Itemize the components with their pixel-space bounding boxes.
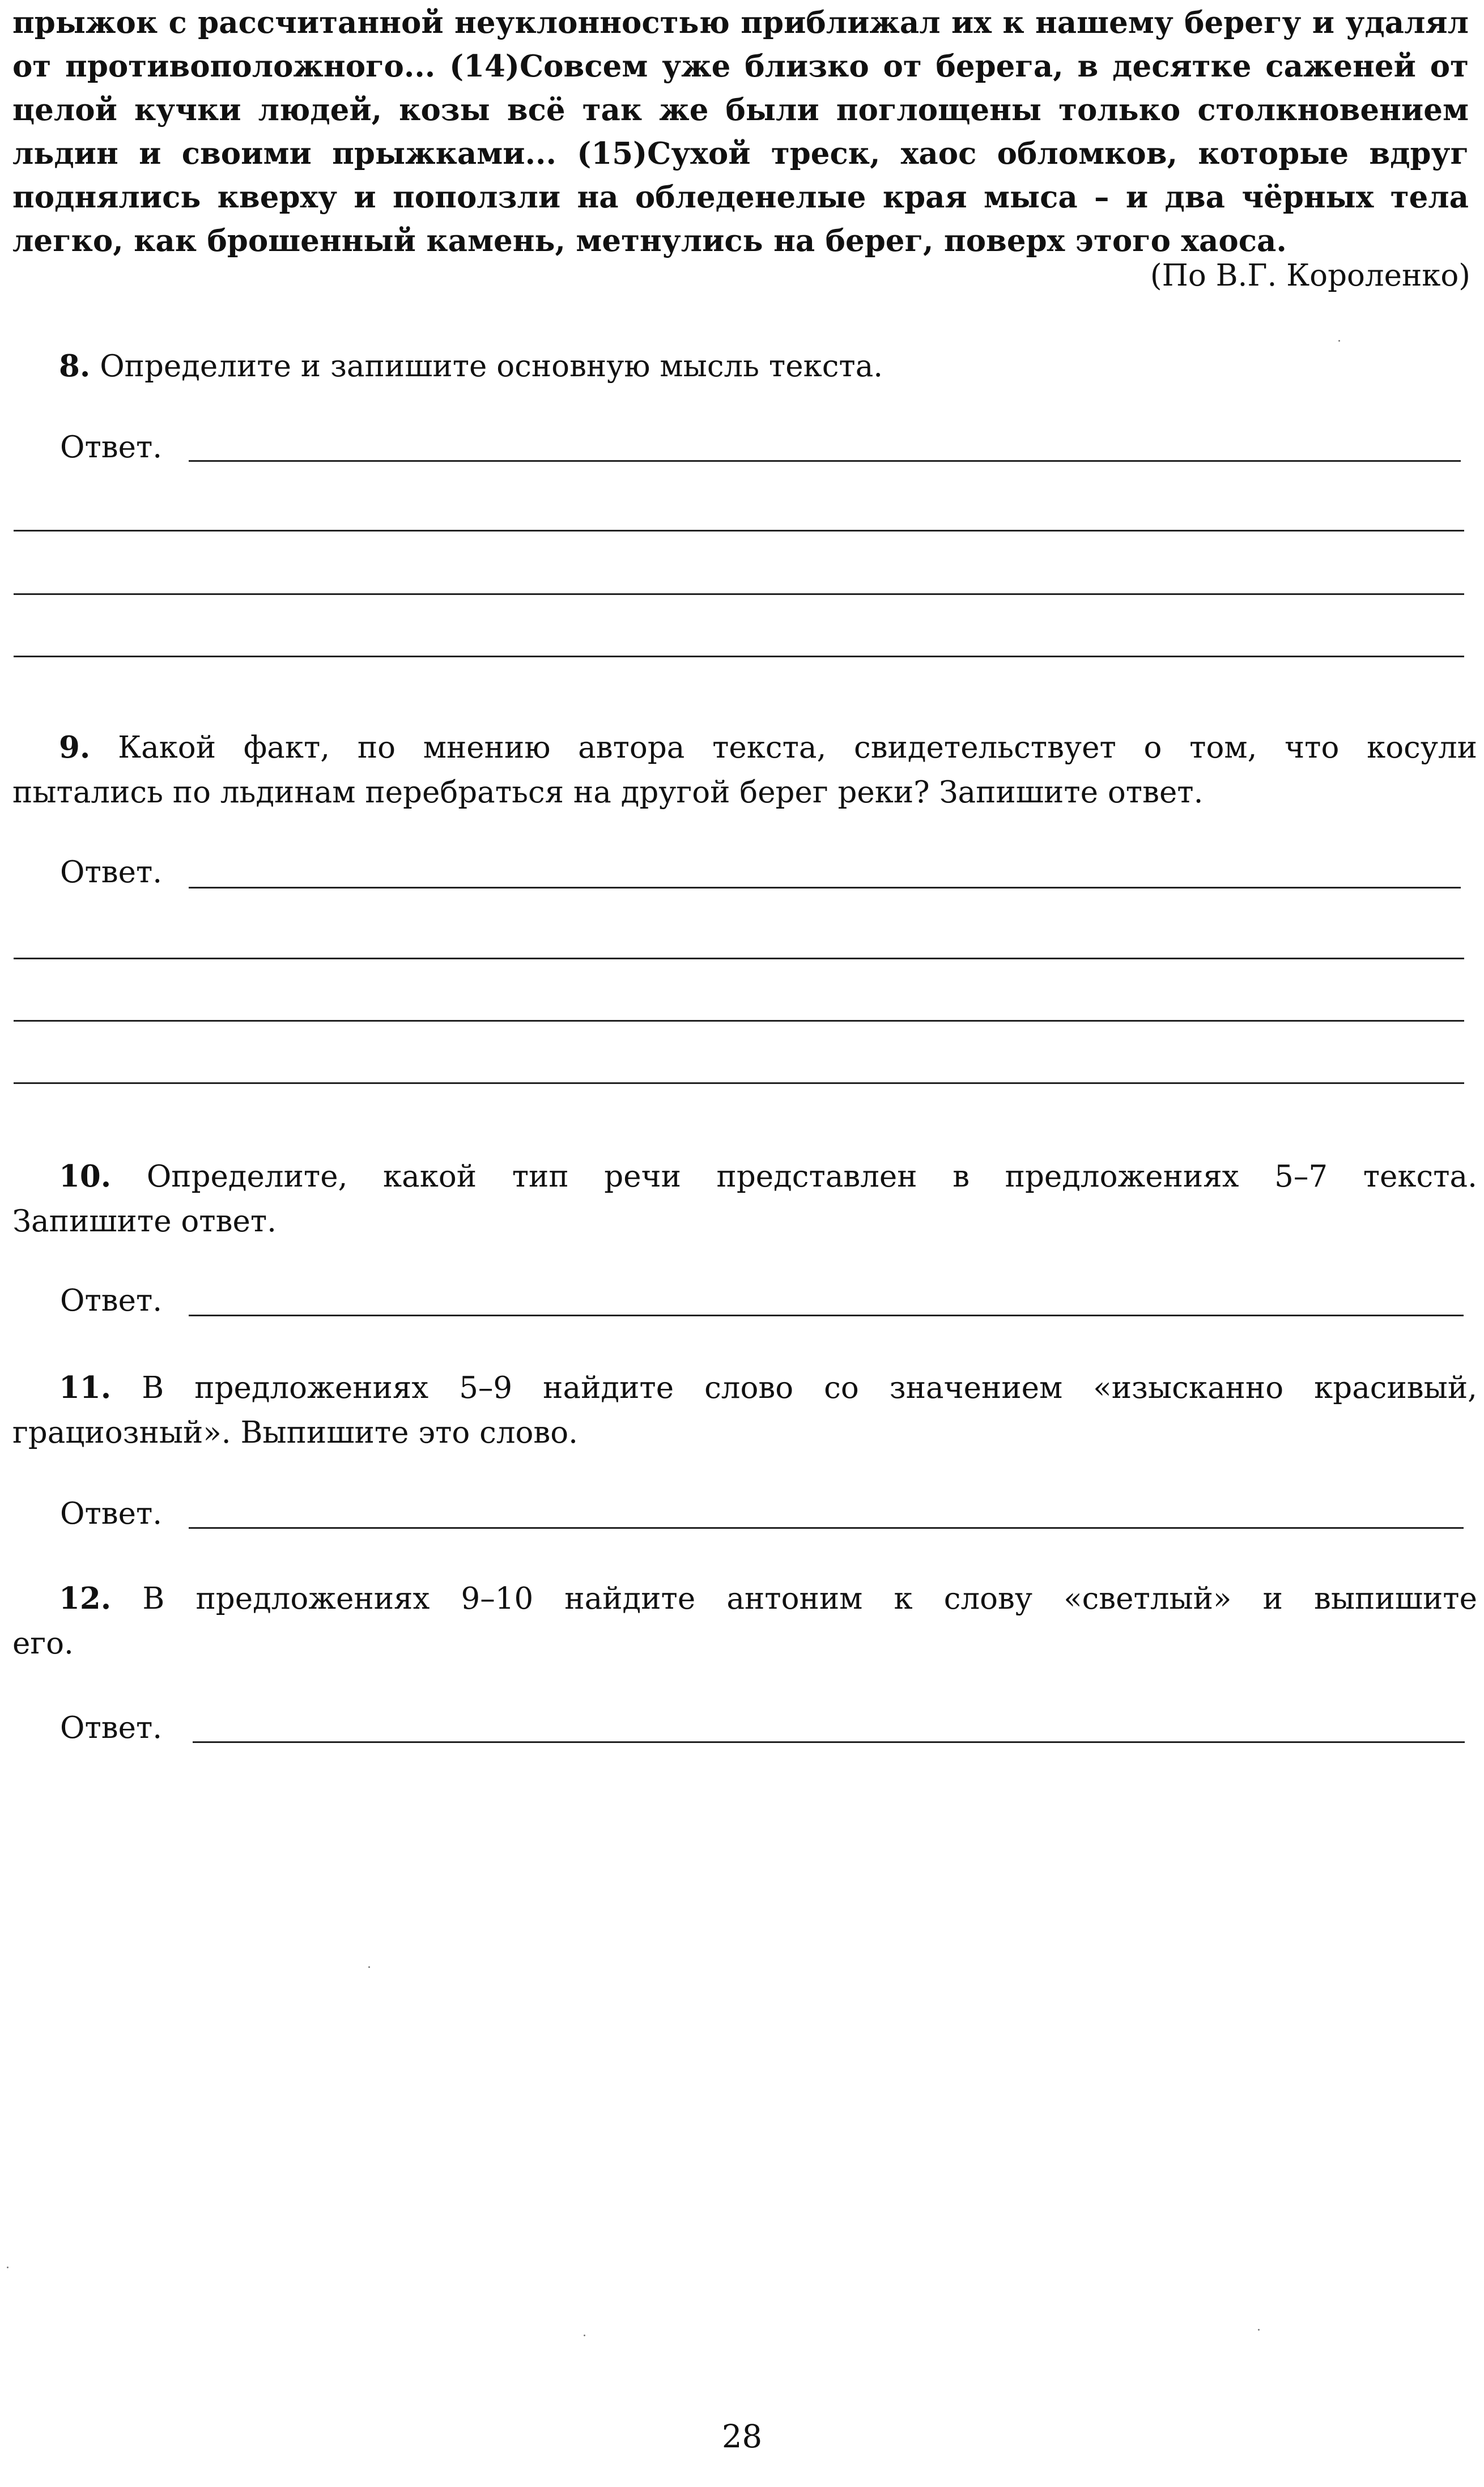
answer-field[interactable] [189,1315,1464,1316]
answer-field[interactable] [14,1020,1464,1022]
question-number: 12. [59,1581,112,1616]
passage-line: прыжок с рассчитанной неуклонностью приближал их к нашему берегу и удалял [12,5,1469,40]
scan-speck [368,1966,370,1968]
answer-field[interactable] [189,1527,1464,1529]
question-number: 10. [59,1159,112,1194]
answer-field[interactable] [14,958,1464,959]
question-8 [12,343,1477,390]
question-11 [12,1364,1477,1456]
scan-speck [584,2335,585,2336]
question-number: 11. [59,1370,112,1405]
scan-speck [7,2267,8,2268]
answer-field[interactable] [189,460,1461,462]
answer-label: Ответ. [60,855,163,890]
answer-label: Ответ. [60,1497,163,1531]
passage-line: от противоположного... (14)Совсем уже близко от берега, в десятке саженей от [12,49,1469,84]
answer-field[interactable] [14,1082,1464,1084]
question-text: В предложениях 9–10 найдите антоним к слову «светлый» и выпишите [142,1582,1477,1616]
question-text: его. [12,1626,74,1661]
answer-label: Ответ. [60,1711,163,1745]
page-number: 28 [721,2418,763,2455]
passage-line: легко, как брошенный камень, метнулись на берег, поверх этого хаоса. [12,223,1287,258]
passage-line: поднялись кверху и поползли на обледенелые края мыса – и два чёрных тела [12,180,1469,215]
answer-label: Ответ. [60,430,163,465]
answer-field[interactable] [14,593,1464,595]
answer-field[interactable] [14,530,1464,532]
scan-speck [1258,2329,1260,2331]
question-text: В предложениях 5–9 найдите слово со значением «изысканно красивый, [142,1371,1477,1405]
question-text: пытались по льдинам перебраться на другой берег реки? Запишите ответ. [12,775,1204,810]
passage-line: льдин и своими прыжками... (15)Сухой треск, хаос обломков, которые вдруг [12,136,1469,171]
answer-label: Ответ. [60,1283,163,1318]
question-10 [12,1153,1477,1245]
passage-line: целой кучки людей, козы всё так же были поглощены только столкновением [12,92,1469,127]
question-text: Какой факт, по мнению автора текста, свидетельствует о том, что косули [118,730,1477,765]
answer-field[interactable] [14,656,1464,657]
question-12 [12,1575,1477,1667]
question-text: Запишите ответ. [12,1204,277,1239]
reading-passage [12,1,1469,263]
question-number: 9. [59,730,91,765]
question-text: Определите, какой тип речи представлен в предложениях 5–7 текста. [146,1159,1477,1194]
answer-field[interactable] [189,887,1461,888]
question-text: грациозный». Выпишите это слово. [12,1415,578,1450]
question-9 [12,724,1477,816]
question-text: Определите и запишите основную мысль текста. [100,349,883,384]
scan-speck [1338,340,1340,342]
question-number: 8. [59,348,91,384]
answer-field[interactable] [193,1741,1465,1743]
passage-source: (По В.Г. Короленко) [1150,258,1470,293]
